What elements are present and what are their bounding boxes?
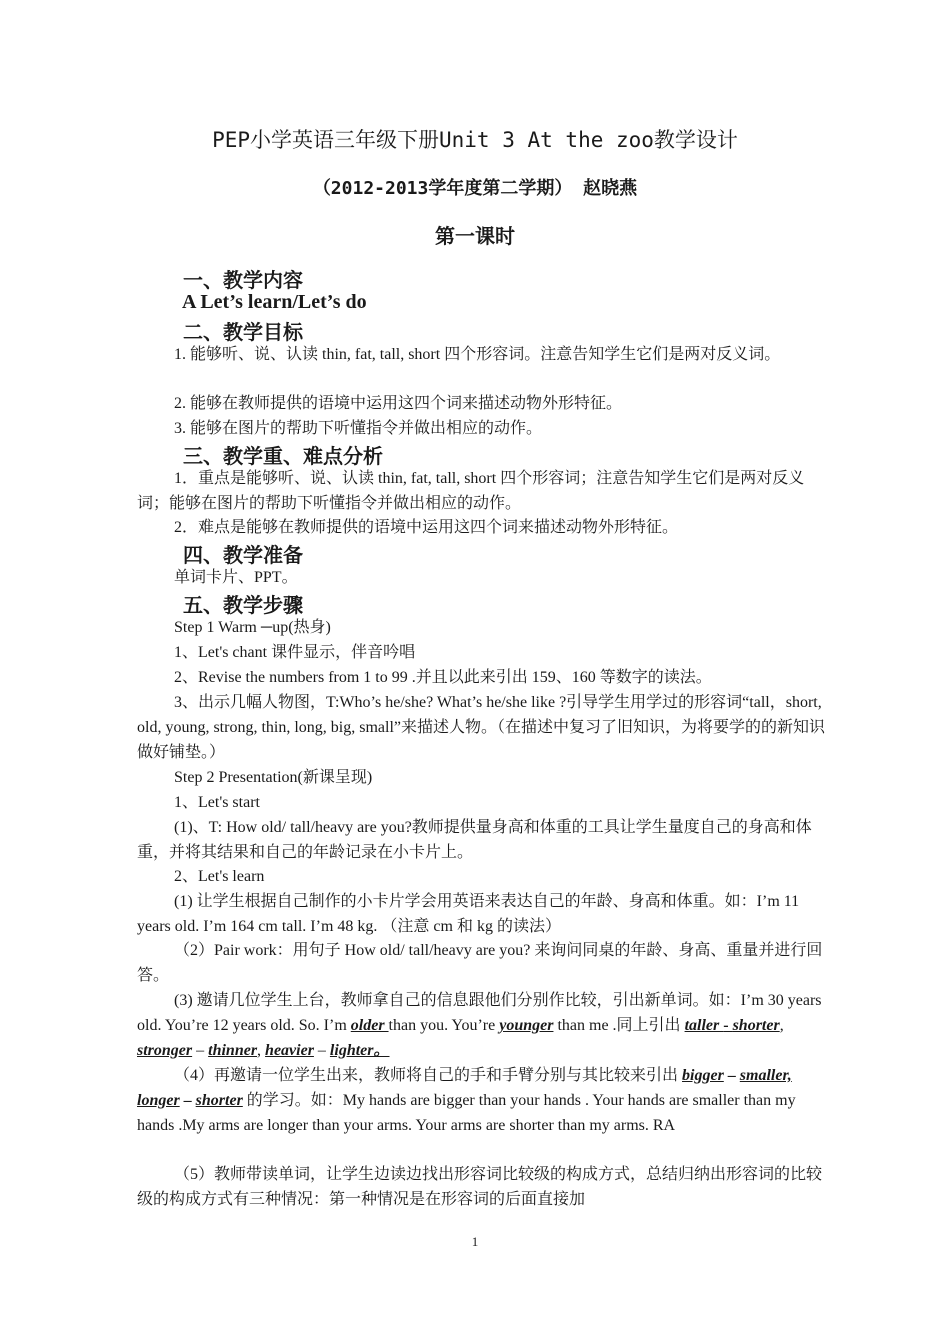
keypoint-paragraph: 1．重点是能够听、说、认读 thin, fat, tall, short 四个形容词；注意告知学生它们是两对反义词；能够在图片的帮助下听懂指令并做出相应的动作。 [137, 470, 805, 512]
vocab-word: stronger [137, 1042, 193, 1059]
separator: – [192, 1042, 209, 1059]
step-paragraph: 3、出示几幅人物图，T:Who’s he/she? What’s he/she like ?引导学生用学过的形容词“tall，short, old, young, strong, thin, long, big, small”来描述人物。（在描述中复习了旧知识，为将要学的的新知识做好铺垫。） [137, 694, 825, 761]
section-heading-steps: 五、教学步骤 [183, 593, 303, 617]
section-heading-content: 一、教学内容 [183, 268, 303, 292]
goal-paragraph: 1. 能够听、说、认读 thin, fat, tall, short 四个形容词。注意告知学生它们是两对反义词。 [174, 346, 781, 363]
separator: - [723, 1017, 733, 1034]
section-content-line: A Let’s learn/Let’s do [182, 291, 367, 313]
section-heading-goals: 二、教学目标 [183, 320, 303, 344]
section-heading-keypoints: 三、教学重、难点分析 [183, 444, 383, 468]
text-run: than me .同上引出 [553, 1017, 685, 1034]
separator: , [779, 1017, 784, 1034]
separator: – [179, 1092, 196, 1109]
vocab-word: bigger [682, 1067, 724, 1084]
step-paragraph: （5）教师带读单词，让学生边读边找出形容词比较级的构成方式，总结归纳出形容词的比较级的构成方式有三种情况：第一种情况是在形容词的后面直接加 [137, 1166, 823, 1208]
document-title: PEP小学英语三年级下册Unit 3 At the zoo教学设计 [212, 128, 738, 152]
goal-paragraph: 3. 能够在图片的帮助下听懂指令并做出相应的动作。 [174, 420, 543, 437]
separator: – [313, 1042, 330, 1059]
vocab-word: longer [137, 1092, 180, 1109]
vocab-word: thinner [208, 1042, 258, 1059]
step-paragraph-comparatives [137, 988, 827, 1063]
step-paragraph: (1) 让学生根据自己制作的小卡片学会用英语来表达自己的年龄、身高和体重。如：I’m 11 years old. I’m 164 cm tall. I’m 48 kg. （注意 cm 和 kg 的读法） [137, 893, 800, 935]
vocab-word: shorter [732, 1017, 780, 1034]
vocab-word: older [350, 1017, 389, 1034]
text-run: 的学习。如：My hands are bigger than your hands . Your hands are smaller than my hands .My arms are longer than your arms. Your arms are shorter than my arms. RA [137, 1092, 796, 1134]
step-paragraph: 1、Let's chant 课件显示，伴音吟唱 [174, 644, 416, 661]
step-paragraph: 2、Let's learn [174, 868, 265, 885]
step-paragraph: (1)、T: How old/ tall/heavy are you?教师提供量身高和体重的工具让学生量度自己的身高和体重，并将其结果和自己的年龄记录在小卡片上。 [137, 819, 812, 861]
vocab-word: smaller, [739, 1067, 792, 1084]
page-number: 1 [471, 1234, 479, 1249]
vocab-word: taller [684, 1017, 724, 1034]
text-run: (3) 邀请几位学生上台，教师拿自己的信息跟他们分别作比较，引出新单词。如：I’m 30 years old. You’re 12 years old. So. I’m [137, 992, 822, 1034]
lesson-title: 第一课时 [435, 224, 515, 248]
vocab-word: lighter。 [329, 1042, 390, 1059]
step-heading: Step 1 Warm ─up(热身) [174, 619, 331, 636]
step-heading: Step 2 Presentation(新课呈现) [174, 769, 373, 786]
text-run: than you. You’re [388, 1017, 500, 1034]
step-paragraph: （2）Pair work：用句子 How old/ tall/heavy are you? 来询问同桌的年龄、身高、重量并进行回答。 [137, 942, 823, 984]
document-subtitle: （2012-2013学年度第二学期） 赵晓燕 [312, 178, 638, 199]
separator: , [257, 1042, 266, 1059]
step-paragraph: 2、Revise the numbers from 1 to 99 .并且以此来引出 159、160 等数字的读法。 [174, 669, 712, 686]
step-paragraph: 1、Let's start [174, 794, 260, 811]
vocab-word: younger [499, 1017, 554, 1034]
vocab-word: heavier [265, 1042, 314, 1059]
section-heading-preparation: 四、教学准备 [183, 543, 303, 567]
goal-paragraph: 2. 能够在教师提供的语境中运用这四个词来描述动物外形特征。 [174, 395, 623, 412]
preparation-paragraph: 单词卡片、PPT。 [174, 569, 298, 586]
step-paragraph-comparatives [137, 1063, 827, 1138]
keypoint-paragraph: 2．难点是能够在教师提供的语境中运用这四个词来描述动物外形特征。 [174, 519, 679, 536]
text-run: （4）再邀请一位学生出来，教师将自己的手和手臂分别与其比较来引出 [174, 1067, 683, 1084]
vocab-word: shorter [195, 1092, 243, 1109]
separator: – [723, 1067, 740, 1084]
